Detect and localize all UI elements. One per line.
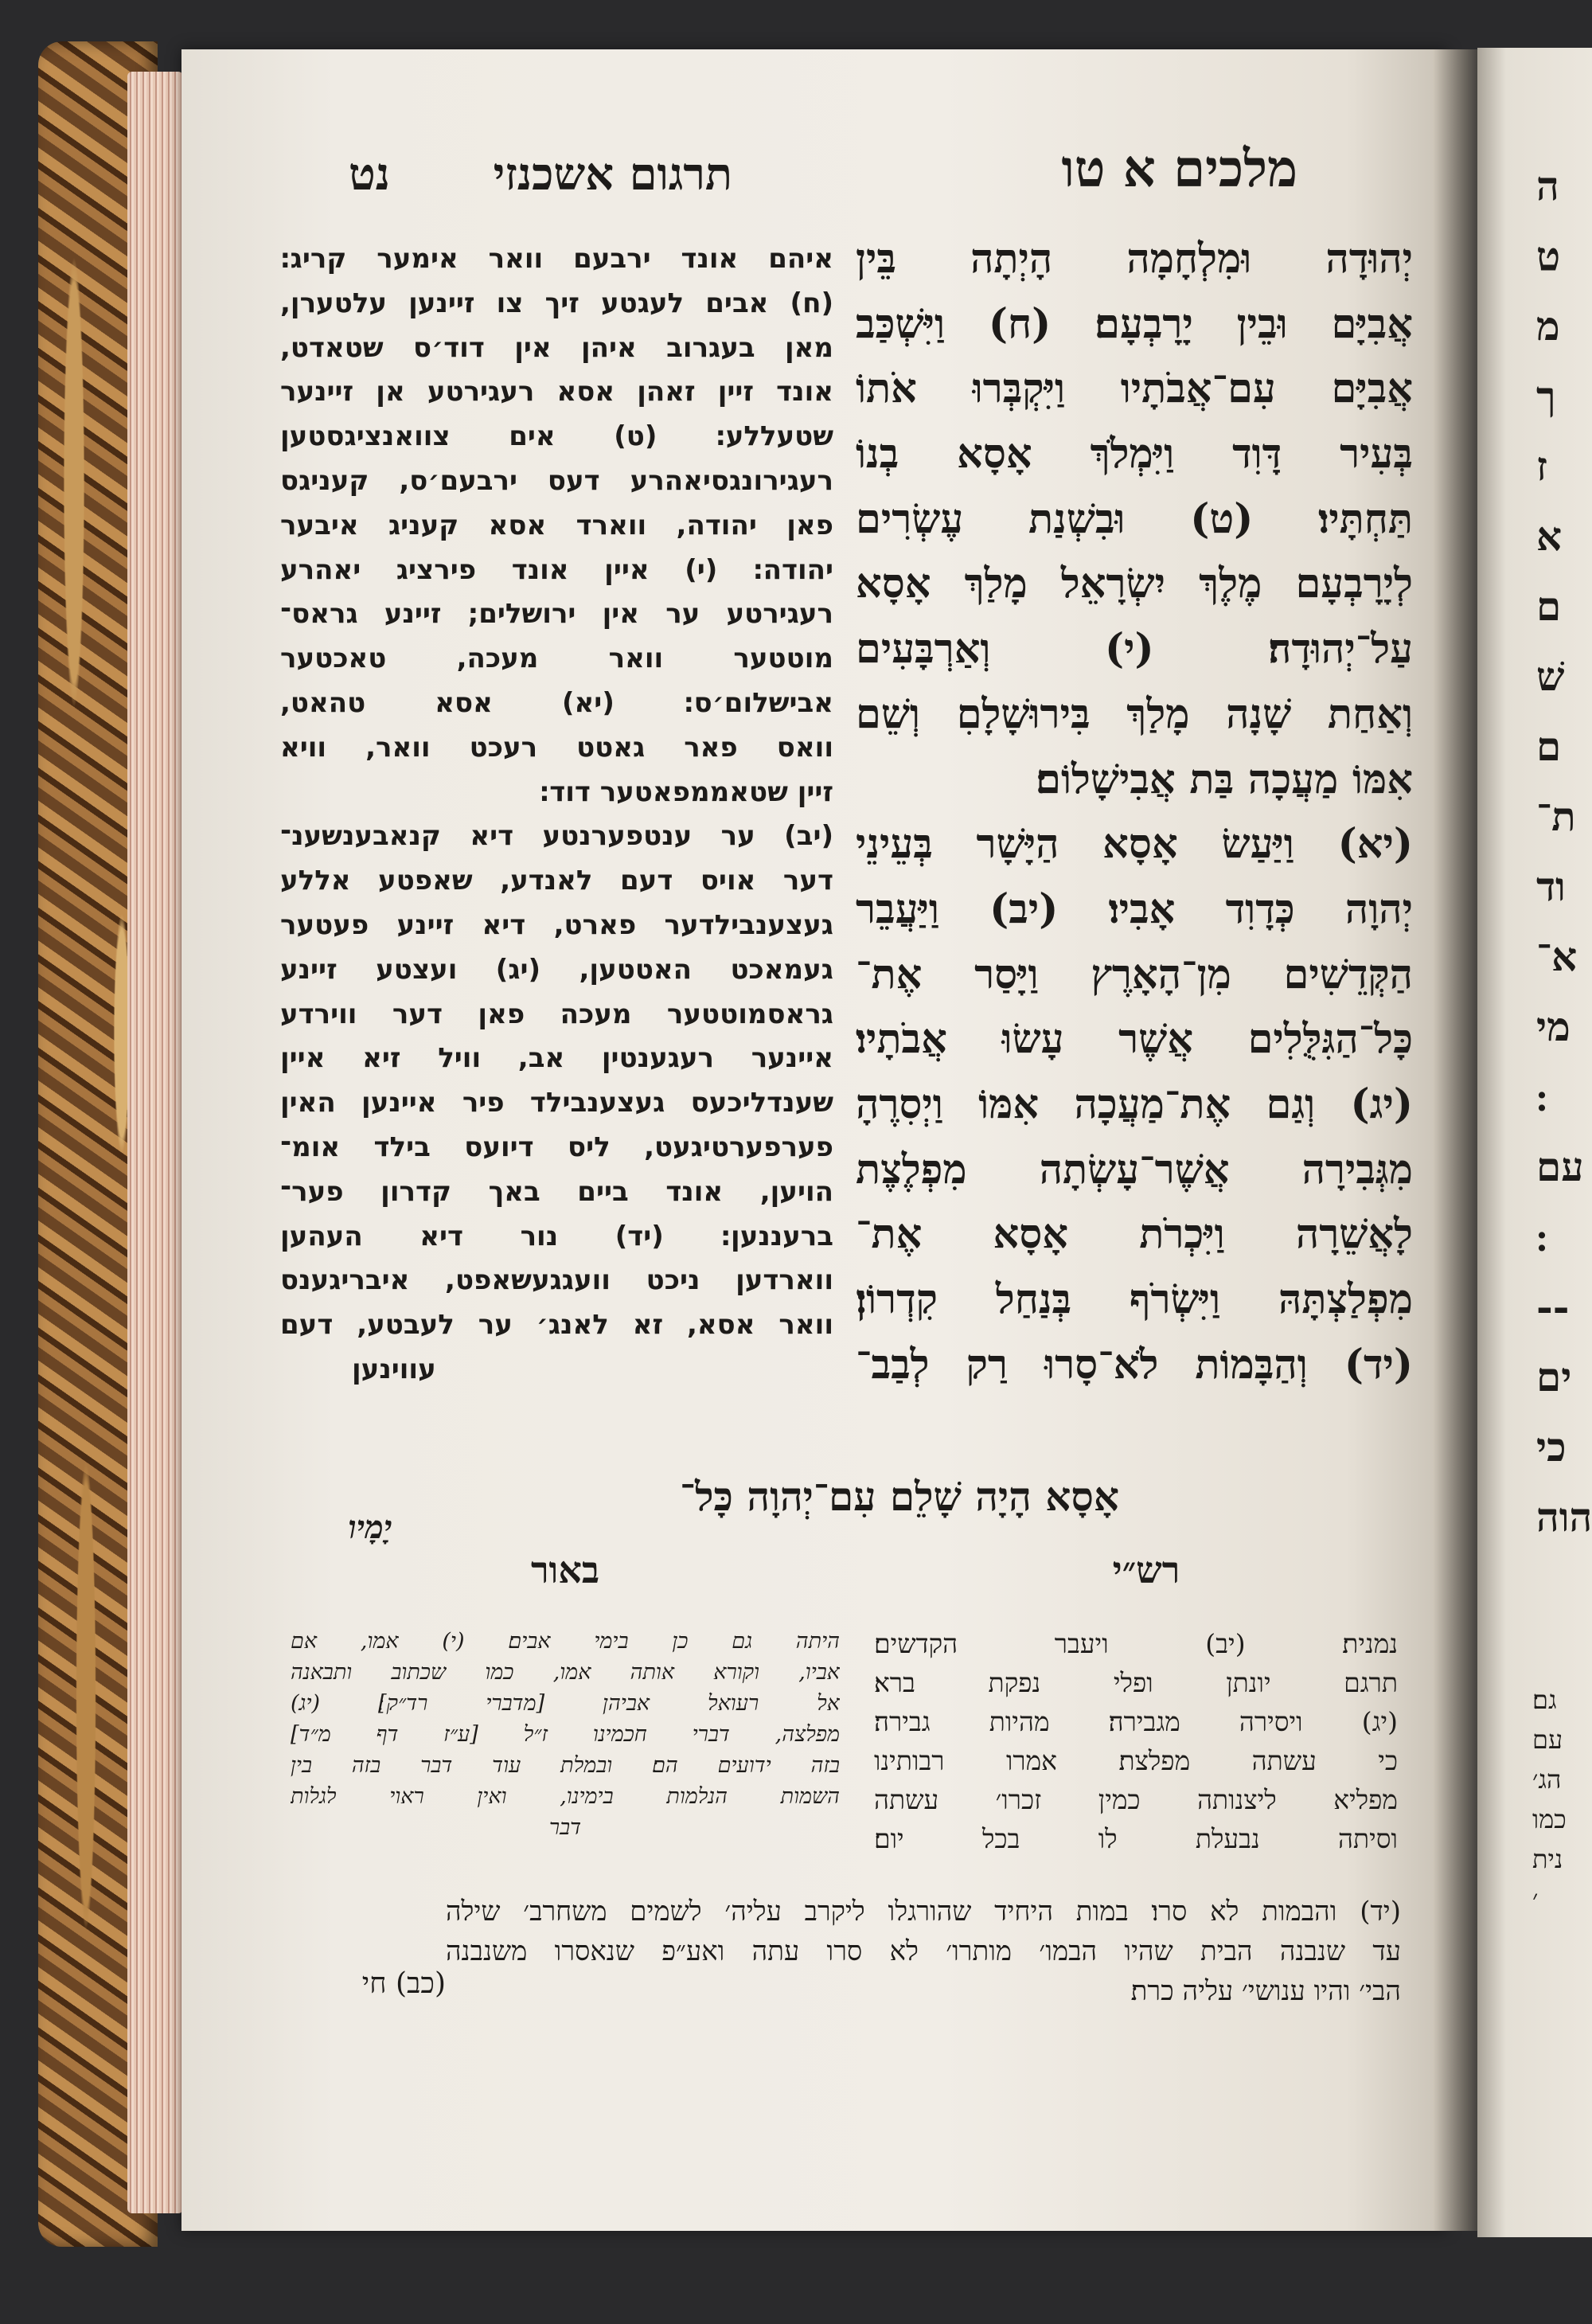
targum-line: רעגירטע ער אין ירושלים; זיינע גראס־: [280, 598, 833, 631]
edge-fragment: הג׳: [1532, 1764, 1562, 1795]
biur-line: אל רעואל אביהן [מדברי רד״ק]׃ (יג): [291, 1691, 840, 1716]
targum-line: איהם אונד ירבעם וואר אימער קריג׃: [280, 243, 833, 275]
bible-text-column: [856, 227, 1413, 1397]
targum-line: זיין שטאממפאטער דוד׃: [539, 775, 833, 808]
bible-line: לְיָרָבְעָם מֶלֶךְ יִשְׂרָאֵל מָלַךְ אָסָא: [856, 560, 1413, 608]
edge-fragment: ם: [1536, 723, 1562, 770]
targum-line: דער אויס דעם לאנדע, שאפטע אללע: [280, 865, 833, 897]
rashi-line: כי עשתה מפלצת׃ אמרו רבותינו: [874, 1745, 1398, 1776]
targum-line: רעגירונגסיאהרע דעס ירבעם׳ס, קעניגס: [280, 464, 833, 497]
bible-line: יְהוָה כְּדָוִד אָבִיו׃ (יב) וַיַּעֲבֵר: [856, 885, 1413, 933]
targum-line: יהודה׃ (י) איין אונד פירציג יאהרע: [280, 553, 833, 586]
targum-line: געצענבילדער פארט, דיא זיינע פעטער: [280, 908, 833, 941]
rashi-line: תרגם יונתן ופלי נפקת ברא׃: [874, 1667, 1398, 1698]
biur-line: דבר: [548, 1815, 582, 1840]
targum-line: הויען, אונד ביים באך קדרון פער־: [280, 1175, 833, 1208]
rashi-line: (יד) והבמות לא סרו׃ במות היחיד שהורגלו ליקרב עליה׳ לשמים משחרב׳ שילה: [446, 1896, 1401, 1928]
rashi-line: נמנית׃ (יב) ויעבר הקדשים׃: [874, 1628, 1398, 1659]
edge-fragment: כי: [1536, 1424, 1567, 1471]
edge-fragment: [1536, 1202, 1592, 1272]
targum-line: אבישלום׳ס׃ (יא) אסא טהאט,: [280, 686, 833, 719]
biur-line: אביו, וקורא אותה אמו, כמו שכתוב ותבאנה: [291, 1660, 840, 1685]
bible-line: הַקְּדֵשִׁים מִן־הָאָרֶץ וַיָּסַר אֶת־: [856, 950, 1413, 998]
edge-fragment: וד: [1536, 863, 1566, 910]
edge-fragment: [1536, 1062, 1592, 1132]
targum-line: וואס פאר גאטט רעכט וואר, וויא: [280, 731, 833, 764]
edge-fragment: ת־: [1536, 793, 1576, 840]
edge-fragment: ט: [1536, 232, 1561, 279]
edge-fragment: גם׃: [1532, 1685, 1557, 1715]
biur-title: באור: [530, 1549, 600, 1592]
edge-fragment: מ: [1536, 303, 1560, 350]
biur-line: בזה ידועים הם׃ ובמלת עוד דבר בזה בין: [291, 1753, 840, 1778]
bible-line: תַּחְתָּיו׃ (ט) וּבִשְׁנַת עֶשְׂרִים: [856, 494, 1413, 543]
rashi-line: (יג) ויסירה מגבירה׃ מהיות גבירה׃: [874, 1706, 1398, 1737]
targum-line: פערפערטיגעט, ליס דיועס בילד אומ־: [280, 1131, 833, 1163]
rashi-title: רש״י: [1112, 1549, 1180, 1592]
rashi-line: וסיתה נבעלת לו בכל יום׃: [874, 1823, 1398, 1854]
targum-line: מוטטער וואר מעכה, טאכטער: [280, 643, 833, 675]
edge-fragment: שׁ: [1536, 653, 1565, 700]
rashi-line: הבי׳ והיו ענושי׳ עליה כרת׃: [1130, 1975, 1401, 2007]
targum-line: עווינען: [352, 1353, 436, 1385]
targum-line: (ח) אבים לעגטע זיך צו זיינען עלטערן,: [280, 287, 833, 319]
edge-fragment: ים: [1536, 1353, 1572, 1400]
catchword: יָמָיו: [348, 1509, 392, 1546]
targum-line: ברעננען׃ (יד) נור דיא העהען: [280, 1220, 833, 1252]
bible-line: (יד) וְהַבָּמוֹת לֹא־סָרוּ רַק לְבַב־: [856, 1340, 1413, 1389]
bible-continuation-line: אָסָא הָיָה שָׁלֵם עִם־יְהוָה כָּל־: [680, 1473, 1119, 1520]
running-title-bible: מלכים א טו: [1061, 139, 1297, 199]
edge-fragment: ז: [1536, 443, 1547, 490]
targum-line: גראסמוטטער מעכה פאן דער ווירדע: [280, 998, 833, 1030]
targum-line: געמאכט האטטען, (יג) ועצטע זיינע: [280, 953, 833, 986]
bible-line: אֲבִיָּם עִם־אֲבֹתָיו וַיִּקְבְּרוּ אֹתוֹ: [856, 365, 1413, 413]
targum-line: שענדליכעס געצענבילד פיר איינען האין: [280, 1087, 833, 1119]
edge-fragment: --: [1536, 1283, 1570, 1330]
bible-line: אֲבִיָּם וּבֵין יָרָבְעָם׃ (ח) וַיִּשְׁכַּב: [856, 299, 1413, 348]
targum-line: (יב) ער ענטפערנטע דיא קנאבענשענ־: [280, 820, 833, 853]
bible-line: מִגְּבִירָה אֲשֶׁר־עָשְׂתָה מִפְלֶצֶת: [856, 1145, 1413, 1193]
edge-fragment: נית: [1532, 1844, 1563, 1874]
rashi-line: עד שנבנה הבית שהיו הבמו׳ מותרו׳ לא סרו עתה ואע״פ שנאסרו משנבנה: [446, 1935, 1401, 1967]
bible-line: כָּל־הַגִּלֻּלִים אֲשֶׁר עָשׂוּ אֲבֹתָיו׃: [856, 1015, 1413, 1064]
bible-line: מִפְלַצְתָּהּ וַיִּשְׂרֹף בְּנַחַל קִדְרוֹן׃: [856, 1275, 1413, 1323]
biur-line: היתה גם כן בימי אבים׃ (י) אמו, אם: [291, 1629, 840, 1654]
bible-line: (יא) וַיַּעַשׂ אָסָא הַיָּשָׁר בְּעֵינֵי: [856, 820, 1413, 869]
rashi-line: מפליא ליצנותה כמין זכרו׳ עשתה: [874, 1784, 1398, 1815]
right-page-edge-commentary: [1532, 1680, 1592, 1919]
targum-line: וואר אסא, זא לאנג׳ ער לעבטע, דעם: [280, 1309, 833, 1342]
targum-line: מאן בעגרוב איהן אין דוד׳ס שטאדט,: [280, 331, 833, 364]
page-number: נט: [348, 148, 390, 201]
edge-fragment: א: [1536, 513, 1563, 560]
edge-fragment: ך: [1536, 373, 1556, 420]
biur-line: השמות הנלמות בימינו, ואין ראוי לגלות: [291, 1784, 840, 1809]
rashi-commentary-continued: [446, 1892, 1401, 2011]
edge-fragment: ׳: [1532, 1884, 1539, 1914]
bible-line: עַל־יְהוּדָה׃ (י) וְאַרְבָּעִים: [856, 625, 1413, 674]
edge-fragment: עם: [1536, 1143, 1584, 1190]
edge-fragment: כמו: [1532, 1804, 1567, 1834]
bible-line: (יג) וְגַם אֶת־מַעֲכָה אִמּוֹ וַיְסִרֶהָ: [856, 1080, 1413, 1128]
bible-line: אִמּוֹ מַעֲכָה בַּת אֲבִישָׁלוֹם׃: [1036, 755, 1413, 803]
rashi-commentary: [874, 1624, 1398, 1858]
biur-commentary: [291, 1626, 840, 1843]
edge-fragment: מי: [1536, 1003, 1571, 1050]
bible-line: לָאֲשֵׁרָה וַיִּכְרֹת אָסָא אֶת־: [856, 1210, 1413, 1259]
page-edges: [127, 72, 183, 2213]
edge-fragment: הוה: [1536, 1494, 1592, 1541]
edge-fragment: ם: [1536, 583, 1562, 630]
signature-mark: (כב) חי: [361, 1967, 446, 2000]
targum-line: איינער רעגענטין אב, וויל זיא איין: [280, 1042, 833, 1075]
targum-column: [280, 237, 833, 1392]
bible-line: יְהוּדָה וּמִלְחָמָה הָיְתָה בֵּין: [856, 235, 1413, 283]
targum-line: ווארדען ניכט וועגגעשאפט, איבריגענס: [280, 1264, 833, 1297]
bible-line: בְּעִיר דָּוִד וַיִּמְלֹךְ אָסָא בְנוֹ: [856, 430, 1413, 478]
running-title-targum: תרגום אשכנזי: [493, 148, 732, 201]
right-page-edge-text: [1536, 151, 1592, 1640]
edge-fragment: א־: [1536, 933, 1578, 980]
edge-fragment: ה: [1536, 162, 1559, 209]
targum-line: פאן יהודה, ווארד אסא קעניג איבער: [280, 509, 833, 541]
book-gutter: [1433, 49, 1481, 2231]
biur-line: מפלצה, דברי חכמינו ז״ל [ע״ז דף מ״ד]: [291, 1722, 840, 1747]
targum-line: אונד זיין זאהן אסא רעגירטע אן זיינער: [280, 376, 833, 408]
edge-fragment: עם: [1532, 1724, 1563, 1755]
targum-line: שטעללע׃ (ט) אים צוואנציגסטען: [280, 420, 833, 453]
bible-line: וְאַחַת שָׁנָה מָלַךְ בִּירוּשָׁלָםִ וְשֵׁם: [856, 689, 1413, 738]
